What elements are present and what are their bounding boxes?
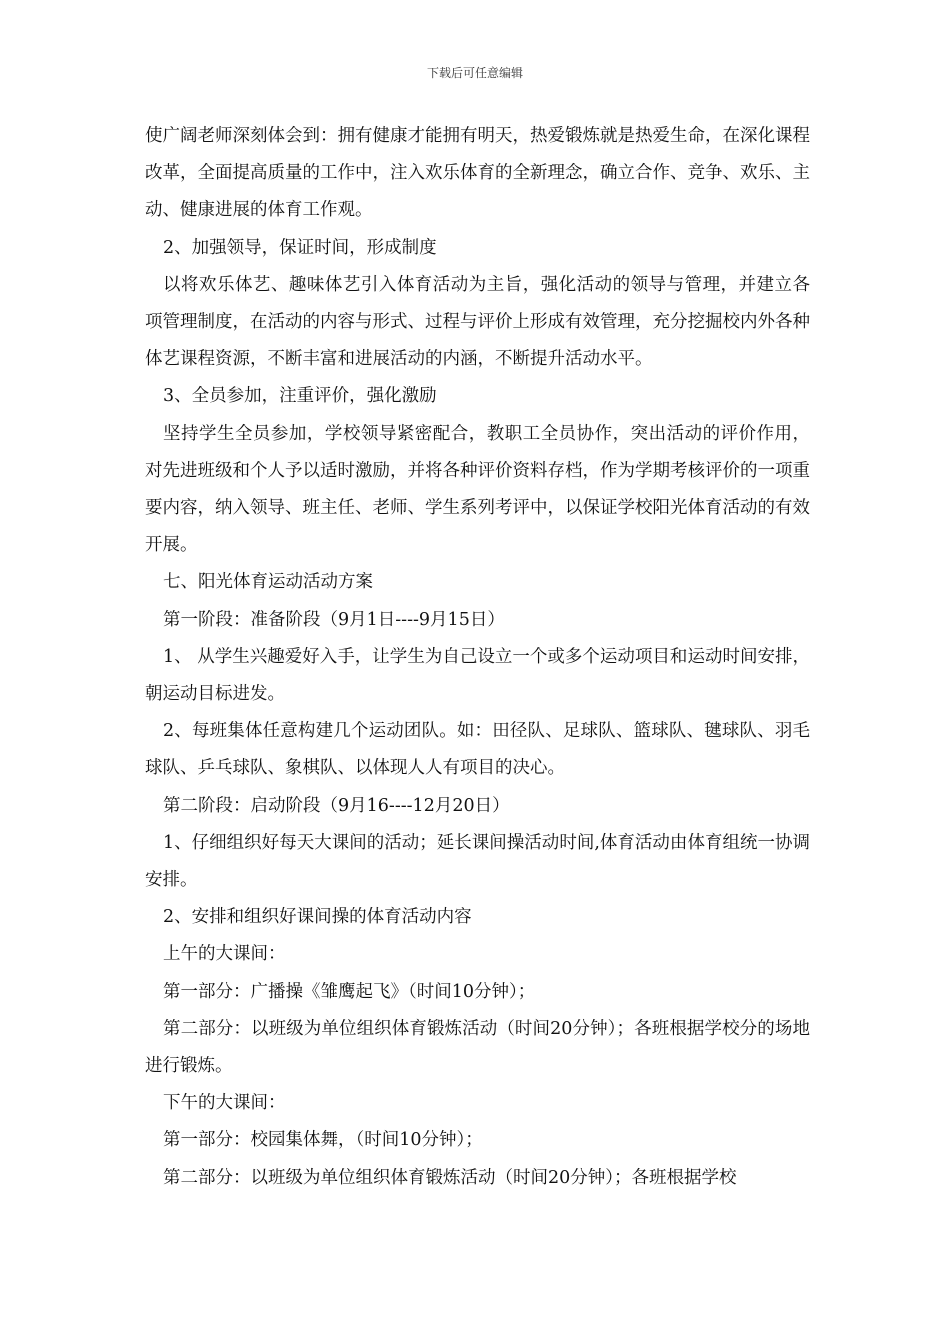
- page-header: 下载后可任意编辑: [426, 66, 523, 80]
- paragraph: 第二部分：以班级为单位组织体育锻炼活动（时间20分钟）；各班根据学校分的场地进行锻炼。: [145, 1018, 810, 1077]
- document-body: [145, 118, 810, 1197]
- paragraph: 使广阔老师深刻体会到：拥有健康才能拥有明天，热爱锻炼就是热爱生命，在深化课程改革，全面提高质量的工作中，注入欢乐体育的全新理念，确立合作、竞争、欢乐、主动、健康进展的体育工作观。: [145, 126, 810, 221]
- paragraph: 以将欢乐体艺、趣味体艺引入体育活动为主旨，强化活动的领导与管理，并建立各项管理制度，在活动的内容与形式、过程与评价上形成有效管理，充分挖掘校内外各种体艺课程资源，不断丰富和进展活动的内涵，不断提升活动水平。: [145, 274, 810, 370]
- stage-heading: 第一阶段：准备阶段（9月1日----9月15日）: [163, 609, 505, 630]
- paragraph: 第二部分：以班级为单位组织体育锻炼活动（时间20分钟）；各班根据学校: [163, 1167, 737, 1188]
- section-heading: 3、全员参加，注重评价，强化激励: [163, 386, 437, 407]
- list-item: 1、仔细组织好每天大课间的活动；延长课间操活动时间,体育活动由体育组统一协调安排。: [145, 832, 810, 891]
- paragraph: 上午的大课间：: [163, 944, 286, 965]
- section-heading: 七、阳光体育运动活动方案: [163, 572, 373, 593]
- list-item: 1、 从学生兴趣爱好入手，让学生为自己设立一个或多个运动项目和运动时间安排，朝运动目标进发。: [145, 646, 810, 705]
- paragraph: 第一部分：广播操《雏鹰起飞》（时间10分钟）；: [163, 981, 536, 1002]
- section-heading: 2、加强领导，保证时间，形成制度: [163, 237, 437, 258]
- stage-heading: 第二阶段：启动阶段（9月16----12月20日）: [163, 795, 510, 816]
- paragraph: 第一部分：校园集体舞，（时间10分钟）；: [163, 1130, 483, 1151]
- list-item: 2、安排和组织好课间操的体育活动内容: [163, 907, 472, 928]
- list-item: 2、每班集体任意构建几个运动团队。如：田径队、足球队、篮球队、毽球队、羽毛球队、乒乓球队、象棋队、以体现人人有项目的决心。: [145, 721, 810, 779]
- paragraph: 下午的大课间：: [163, 1093, 286, 1114]
- paragraph: 坚持学生全员参加，学校领导紧密配合，教职工全员协作，突出活动的评价作用，对先进班级和个人予以适时激励，并将各种评价资料存档，作为学期考核评价的一项重要内容，纳入领导、班主任、老师、学生系列考评中，以保证学校阳光体育活动的有效开展。: [145, 423, 810, 556]
